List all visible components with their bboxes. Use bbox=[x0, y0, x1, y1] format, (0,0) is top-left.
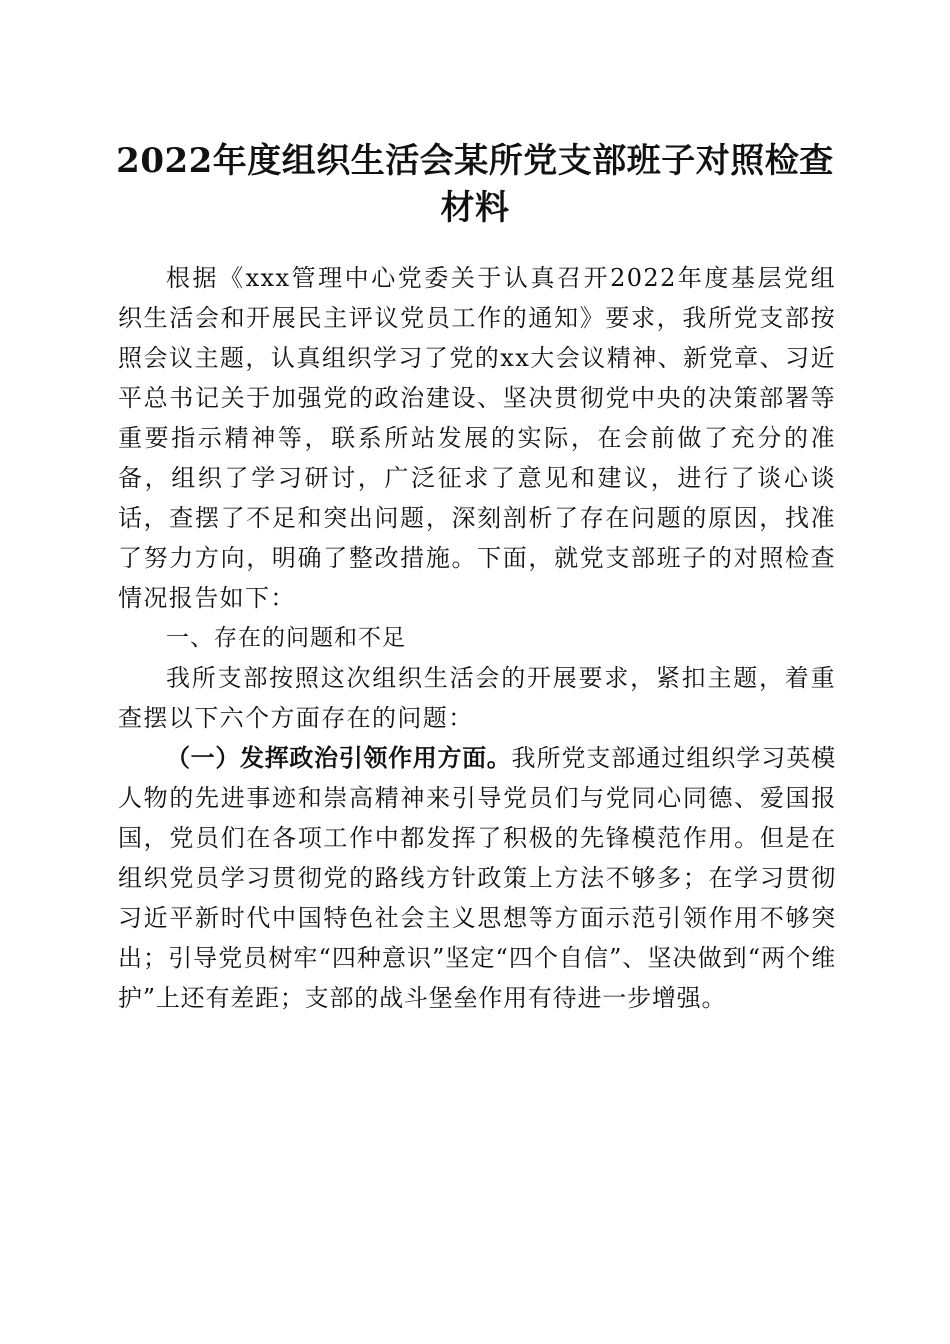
section-heading-problems: 一、存在的问题和不足 bbox=[166, 625, 406, 651]
item-lead-title: （一）发挥政治引领作用方面。 bbox=[166, 744, 512, 772]
document-body bbox=[118, 258, 836, 1018]
document-title: 2022年度组织生活会某所党支部班子对照检查材料 bbox=[116, 141, 834, 228]
section-intro-paragraph: 我所支部按照这次组织生活会的开展要求，紧扣主题，着重查摆以下六个方面存在的问题： bbox=[118, 664, 836, 732]
item-paragraph-political-leadership bbox=[118, 738, 836, 1018]
intro-paragraph: 根据《xxx管理中心党委关于认真召开2022年度基层党组织生活会和开展民主评议党员工作的通知》要求，我所党支部按照会议主题，认真组织学习了党的xx大会议精神、新党章、习近平总书记关于加强党的政治建设、坚决贯彻党中央的决策部署等重要指示精神等，联系所站发展的实际，在会前做了充分的准备，组织了学习研讨，广泛征求了意见和建议，进行了谈心谈话，查摆了不足和突出问题，深刻剖析了存在问题的原因，找准了努力方向，明确了整改措施。下面，就党支部班子的对照检查情况报告如下： bbox=[118, 264, 836, 612]
item-body-text: 我所党支部通过组织学习英模人物的先进事迹和崇高精神来引导党员们与党同心同德、爱国报国，党员们在各项工作中都发挥了积极的先锋模范作用。但是在组织党员学习贯彻党的路线方针政策上方法不够多；在学习贯彻习近平新时代中国特色社会主义思想等方面示范引领作用不够突出；引导党员树牢“四种意识”坚定“四个自信”、坚决做到“两个维护”上还有差距；支部的战斗堡垒作用有待进一步增强。 bbox=[118, 744, 837, 1012]
